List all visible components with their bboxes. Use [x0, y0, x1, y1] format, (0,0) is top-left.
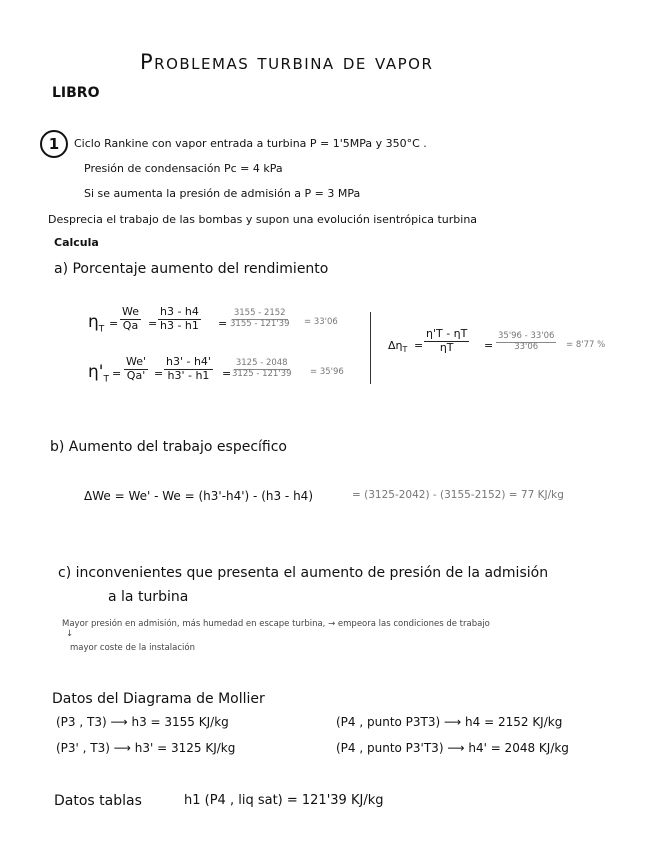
- eta-prime-symbol: $\eta'_T$: [88, 362, 109, 385]
- eq1-equals: =: [109, 317, 119, 330]
- statement-line-1: Ciclo Rankine con vapor entrada a turbina P = 1'5MPa y 350°C .: [74, 137, 427, 150]
- brace-divider: [370, 312, 371, 384]
- delta-equals: =: [414, 339, 424, 352]
- mollier-row-2-left: (P3' , T3) ⟶ h3' = 3125 KJ/kg: [56, 741, 236, 755]
- part-c-note-2: mayor coste de la instalación: [70, 643, 195, 653]
- page-title: Problemas turbina de vapor: [140, 50, 434, 74]
- statement-line-4: Desprecia el trabajo de las bombas y supon una evolución isentrópica turbina: [48, 213, 478, 226]
- statement-line-2: Presión de condensación Pc = 4 kPa: [84, 162, 283, 175]
- mollier-heading: Datos del Diagrama de Mollier: [52, 691, 265, 707]
- eq2-equals: =: [112, 367, 122, 380]
- eta-symbol: $\eta_T$: [88, 312, 105, 335]
- tables-value: h1 (P4 , liq sat) = 121'39 KJ/kg: [184, 793, 384, 808]
- problem-number-badge: [40, 130, 68, 158]
- part-b-equation: ΔWe = We' - We = (h3'-h4') - (h3 - h4): [84, 489, 314, 503]
- eq1-result: = 33'06: [304, 317, 338, 327]
- eq1-fraction-we-qa: $\frac{We}{Qa}$: [122, 305, 139, 332]
- eq2-fraction-enthalpy: $\frac{h3' - h4'}{h3' - h1}$: [166, 355, 211, 382]
- mollier-row-2-right: (P4 , punto P3'T3) ⟶ h4' = 2048 KJ/kg: [336, 741, 569, 755]
- eq2-fraction-we-qa: $\frac{We'}{Qa'}$: [126, 355, 147, 382]
- part-a-heading: a) Porcentaje aumento del rendimiento: [54, 261, 329, 277]
- delta-equals-2: =: [484, 339, 494, 352]
- delta-result: = 8'77 %: [566, 340, 606, 350]
- eq1-equals-3: =: [218, 317, 228, 330]
- mollier-row-1-right: (P4 , punto P3T3) ⟶ h4 = 2152 KJ/kg: [336, 715, 563, 729]
- down-arrow-icon: ↓: [66, 629, 74, 639]
- delta-fraction-numeric: $\frac{35'96 - 33'06}{33'06}$: [498, 331, 555, 352]
- eq2-fraction-numeric: $\frac{3125 - 2048}{3125 - 121'39}$: [232, 358, 292, 379]
- eq1-fraction-enthalpy: $\frac{h3 - h4}{h3 - h1}$: [160, 305, 199, 332]
- delta-fraction-symbolic: $\frac{\eta'T - \eta T}{\eta T}$: [426, 327, 468, 354]
- part-c-heading-line-1: c) inconvenientes que presenta el aumento de presión de la admisión: [58, 565, 549, 581]
- part-b-heading: b) Aumento del trabajo específico: [50, 439, 287, 455]
- libro-label: LIBRO: [52, 85, 100, 101]
- tables-label: Datos tablas: [54, 793, 142, 809]
- eq2-equals-3: =: [222, 367, 232, 380]
- eq1-equals-2: =: [148, 317, 158, 330]
- part-c-heading-line-2: a la turbina: [108, 589, 189, 605]
- delta-eta-symbol: $\Delta\eta_T$: [388, 339, 408, 355]
- eq1-fraction-numeric: $\frac{3155 - 2152}{3155 - 121'39}$: [230, 308, 290, 329]
- mollier-row-1-left: (P3 , T3) ⟶ h3 = 3155 KJ/kg: [56, 715, 229, 729]
- eq2-result: = 35'96: [310, 367, 344, 377]
- part-c-note-1: Mayor presión en admisión, más humedad en escape turbina, → empeora las condiciones de trabajo: [62, 619, 490, 629]
- part-b-numeric: = (3125-2042) - (3155-2152) = 77 KJ/kg: [352, 489, 564, 501]
- problem-number: 1: [48, 135, 60, 153]
- statement-line-5: Calcula: [54, 236, 99, 249]
- statement-line-3: Si se aumenta la presión de admisión a P = 3 MPa: [84, 187, 361, 200]
- eq2-equals-2: =: [154, 367, 164, 380]
